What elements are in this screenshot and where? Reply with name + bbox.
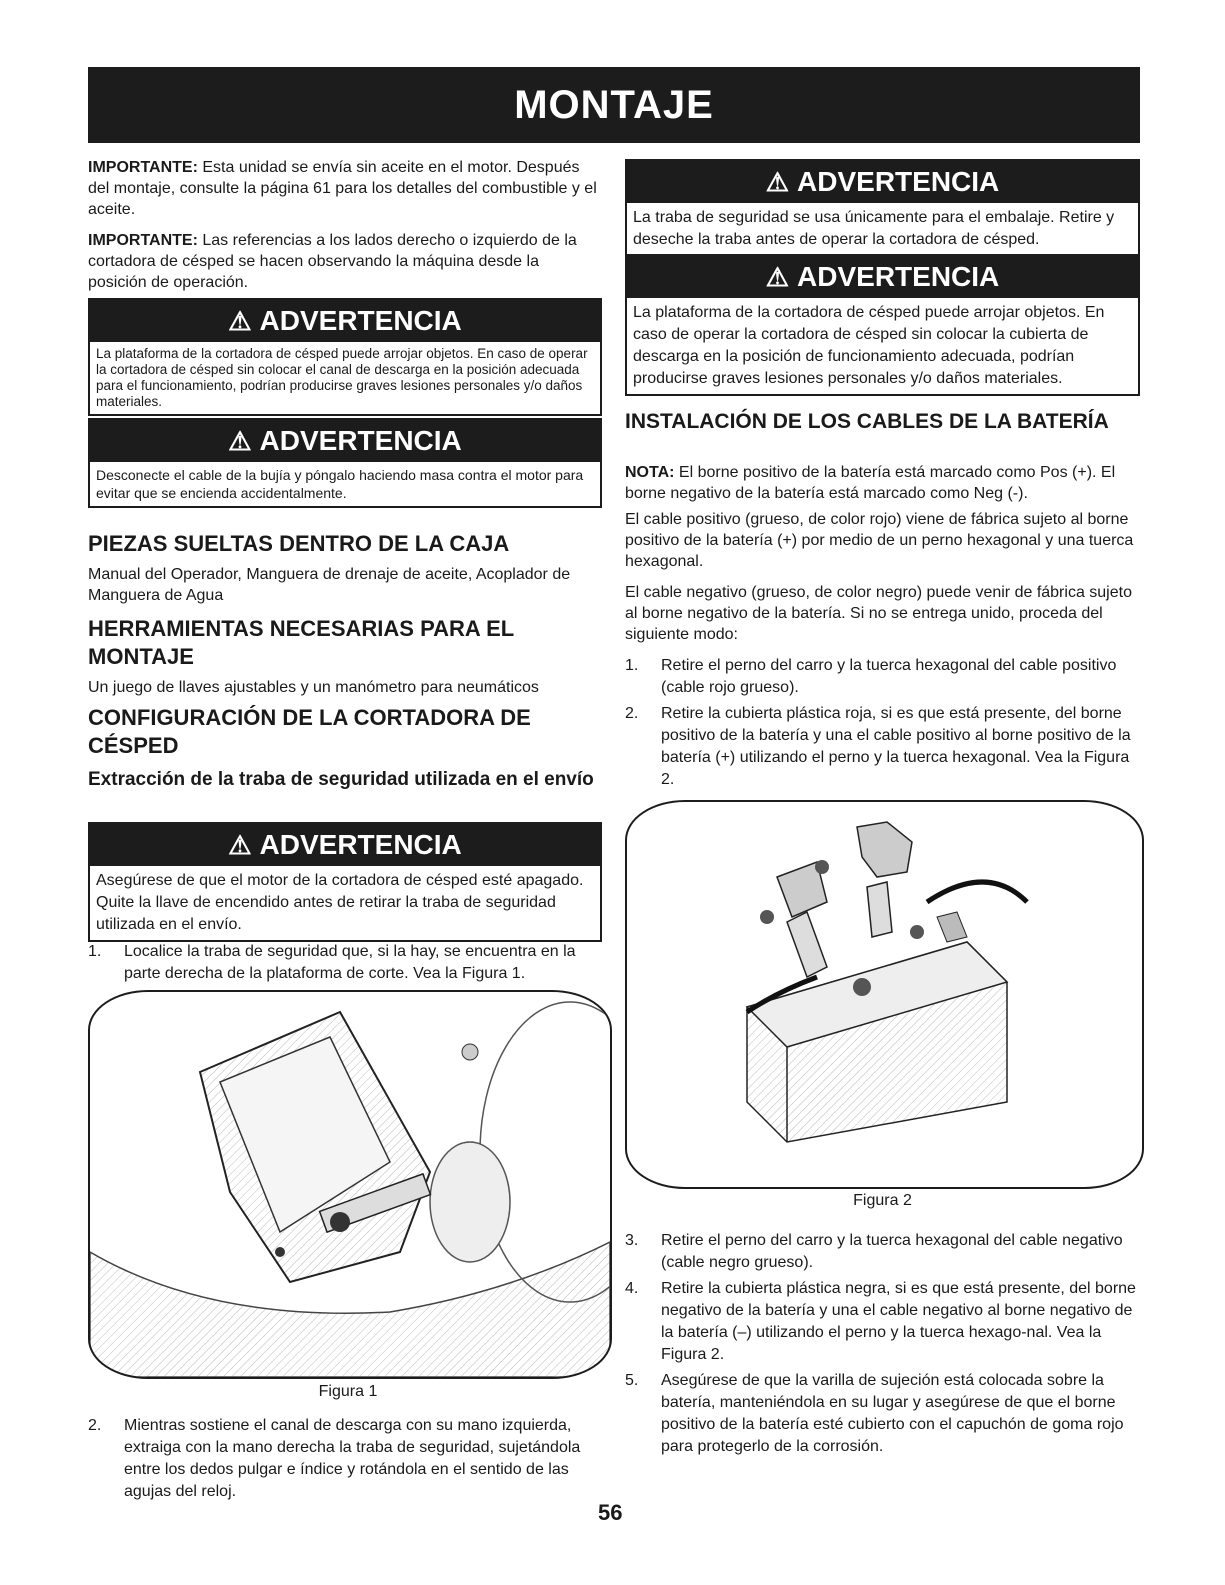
list-item: 2. Retire la cubierta plástica roja, si es que está presente, del borne positivo de la batería y una el cable positivo al borne positivo de la batería (+) utilizando el perno y la tuerca hexagonal. Vea la Figura 2. — [625, 705, 1131, 788]
warning-text: Desconecte el cable de la bujía y póngalo haciendo masa contra el motor para evitar que se encienda accidentalmente. — [96, 467, 584, 501]
mower-chute-illustration — [90, 992, 610, 1377]
list-item: 5. Asegúrese de que la varilla de sujeción está colocada sobre la batería, manteniéndola en su lugar y asegúrese de que el borne positivo de la batería esté cubierto con el capuchón de goma rojo para protegerlo de la corrosión. — [625, 1372, 1124, 1455]
importante-2: IMPORTANTE: Las referencias a los lados derecho o izquierdo de la cortadora de césped se hacen observando la máquina desde la posición de operación. — [88, 232, 577, 291]
warning-triangle-icon: ⚠ — [228, 426, 252, 456]
figure-1-caption: Figura 1 — [318, 1383, 378, 1400]
heading-herramientas: HERRAMIENTAS NECESARIAS PARA EL MONTAJE — [88, 616, 514, 669]
warning-box-packaging — [625, 159, 1140, 257]
warning-triangle-icon: ⚠ — [765, 167, 790, 197]
page-title: MONTAJE — [514, 82, 714, 127]
figure-1-illustration — [88, 990, 612, 1379]
warning-header: ⚠ ADVERTENCIA — [90, 300, 600, 342]
steps-right-2 — [625, 1230, 1140, 1458]
importante-1: IMPORTANTE: Esta unidad se envía sin aceite en el motor. Después del montaje, consulte la página 61 para los detalles del combustible y el aceite. — [88, 159, 597, 218]
figure-2-caption: Figura 2 — [853, 1192, 912, 1209]
steps-right-1 — [625, 655, 1140, 791]
heading-instalacion: INSTALACIÓN DE LOS CABLES DE LA BATERÍA — [625, 410, 1109, 433]
warning-text: La plataforma de la cortadora de césped puede arrojar objetos. En caso de operar la cortadora de césped sin colocar la cubierta de descarga en la posición de funcionamiento adecuada, podrían producirse graves lesiones personales y/o daños materiales. — [633, 304, 1105, 387]
warning-text: La traba de seguridad se usa únicamente para el embalaje. Retire y deseche la traba antes de operar la cortadora de césped. — [633, 209, 1115, 248]
nota: NOTA: El borne positivo de la batería está marcado como Pos (+). El borne negativo de la batería está marcado como Neg (-). — [625, 464, 1116, 502]
steps-left-1 — [88, 941, 602, 985]
list-item: 1. Retire el perno del carro y la tuerca hexagonal del cable positivo (cable rojo grueso). — [625, 657, 1117, 696]
warning-box-discharge — [88, 298, 602, 416]
list-item: 2. Mientras sostiene el canal de descarga con su mano izquierda, extraiga con la mano derecha la traba de seguridad, sujetándola entre los dedos pulgar e índice y rotándola en el sentido de las agujas del reloj. — [88, 1417, 581, 1500]
page-number: 56 — [598, 1500, 623, 1525]
warning-text: La plataforma de la cortadora de césped puede arrojar objetos. En caso de operar la cortadora de césped sin colocar el canal de descarga en la posición adecuada para el funcionamiento, podrían producirse graves lesiones personales y/o daños materiales. — [96, 346, 588, 409]
positive-cable-text: El cable positivo (grueso, de color rojo) viene de fábrica sujeto al borne positivo de la batería (+) por medio de un perno hexagonal y una tuerca hexagonal. — [625, 511, 1134, 570]
warning-text: Asegúrese de que el motor de la cortadora de césped esté apagado. Quite la llave de encendido antes de retirar la traba de seguridad utilizada en el envío. — [96, 872, 584, 933]
warning-header: ⚠ ADVERTENCIA — [627, 256, 1138, 298]
heading-piezas: PIEZAS SUELTAS DENTRO DE LA CAJA — [88, 531, 510, 556]
herramientas-text: Un juego de llaves ajustables y un manómetro para neumáticos — [88, 679, 539, 696]
warning-triangle-icon: ⚠ — [228, 830, 252, 860]
warning-header: ⚠ ADVERTENCIA — [627, 161, 1138, 203]
list-item: 4. Retire la cubierta plástica negra, si es que está presente, del borne negativo de la batería y una el cable negativo al borne negativo de la batería (–) utilizando el perno y la tuerca hexago-nal. Vea la Figura 2. — [625, 1280, 1136, 1363]
warning-box-discharge-cover — [625, 254, 1140, 396]
figure-2-illustration — [625, 800, 1144, 1189]
battery-cables-illustration — [627, 802, 1142, 1187]
warning-triangle-icon: ⚠ — [765, 262, 790, 292]
warning-box-engine-off — [88, 822, 602, 942]
page-banner — [88, 67, 1140, 143]
heading-configuracion: CONFIGURACIÓN DE LA CORTADORA DE CÉSPED — [88, 705, 531, 758]
piezas-text: Manual del Operador, Manguera de drenaje de aceite, Acoplador de Manguera de Agua — [88, 566, 571, 604]
warning-box-spark-plug — [88, 418, 602, 508]
steps-left-2 — [88, 1415, 602, 1503]
list-item: 1. Localice la traba de seguridad que, si la hay, se encuentra en la parte derecha de la plataforma de corte. Vea la Figura 1. — [88, 943, 576, 982]
negative-cable-text: El cable negativo (grueso, de color negro) puede venir de fábrica sujeto al borne negativo de la batería. Si no se entrega unido, proceda del siguiente modo: — [625, 584, 1132, 643]
heading-extraccion: Extracción de la traba de seguridad utilizada en el envío — [88, 769, 594, 790]
list-item: 3. Retire el perno del carro y la tuerca hexagonal del cable negativo (cable negro grueso). — [625, 1232, 1123, 1271]
warning-header: ⚠ ADVERTENCIA — [90, 420, 600, 462]
warning-triangle-icon: ⚠ — [228, 306, 252, 336]
warning-header: ⚠ ADVERTENCIA — [90, 824, 600, 866]
